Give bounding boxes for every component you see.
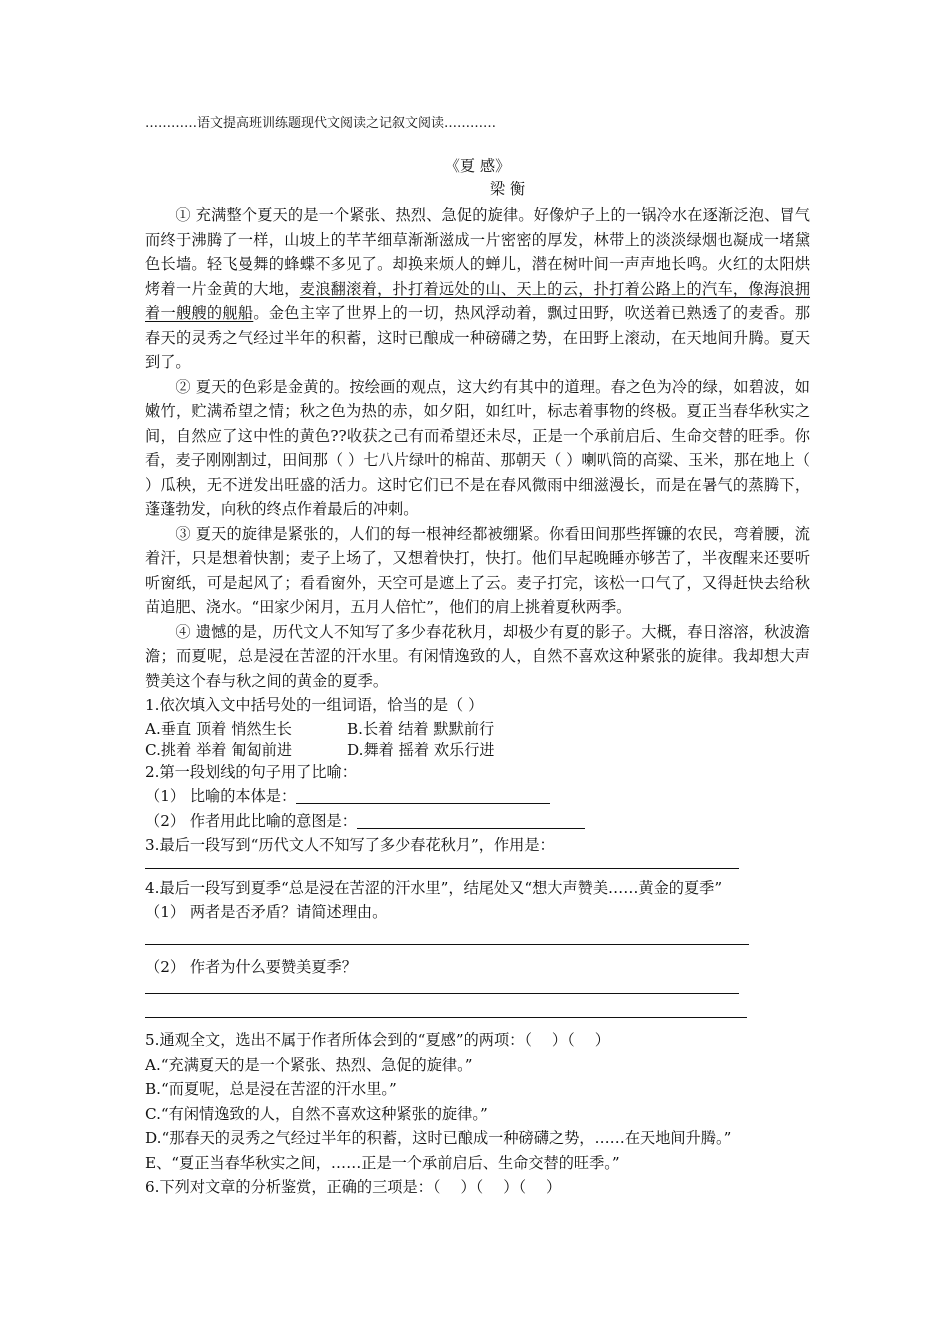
question-1-option-c: C.挑着 举着 匍匐前进 [145,740,293,759]
question-1-option-b: B.长着 结着 默默前行 [347,719,495,738]
question-1-option-d: D.舞着 摇着 欢乐行进 [347,740,495,759]
answer-blank-2-2[interactable] [357,812,585,829]
answer-line-4-1[interactable] [145,943,749,945]
answer-line-4-2b[interactable] [145,1016,747,1018]
question-2-2 [145,809,810,834]
question-1-options-row-2 [145,739,810,760]
question-4-2: （2） 作者为什么要赞美夏季？ [145,957,357,976]
question-5-option-d: D.“那春天的灵秀之气经过半年的积蓄，这时已酿成一种磅礴之势，……在天地间升腾。” [145,1129,732,1147]
question-2: 2.第一段划线的句子用了比喻： [145,762,357,781]
question-5: 5.通观全文，选出不属于作者所体会到的“夏感”的两项：（ ）（ ） [145,1031,610,1049]
question-3: 3.最后一段写到“历代文人不知写了多少春花秋月”，作用是： [145,836,555,854]
paragraph-3: ③ 夏天的旋律是紧张的，人们的每一根神经都被绷紧。你看田间那些挥镰的农民，弯着腰，流着汗，只是想着快割；麦子上场了，又想着快打，快打。他们早起晚睡亦够苦了，半夜醒来还要听听窗纸，可是起风了；看看窗外，天空可是遮上了云。麦子打完，该松一口气了，又得赶快去给秋苗追肥、浇水。“田家少闲月，五月人倍忙”，他们的肩上挑着夏秋两季。 [145,524,810,616]
question-4: 4.最后一段写到夏季“总是浸在苦涩的汗水里”，结尾处又“想大声赞美……黄金的夏季” [145,878,723,897]
answer-line-3[interactable] [145,867,739,869]
paragraph-4: ④ 遗憾的是，历代文人不知写了多少春花秋月，却极少有夏的影子。大概，春日溶溶，秋波澹澹；而夏呢，总是浸在苦涩的汗水里。有闲情逸致的人，自然不喜欢这种紧张的旋律。我却想大声赞美这个春与秋之间的黄金的夏季。 [145,622,810,690]
question-2-1 [145,784,810,809]
article-author: 梁 衡 [489,180,526,198]
question-6: 6.下列对文章的分析鉴赏，正确的三项是：（ ）（ ）（ ） [145,1178,562,1196]
underlined-sentence: 麦浪翻滚着，扑打着远处的山、天上的云，扑打着公路上的汽车，像海浪拥着一艘艘的舰船 [145,279,811,322]
page-header: …………语文提高班训练题现代文阅读之记叙文阅读………… [145,116,497,131]
question-2-2-label: （2） 作者用此比喻的意图是： [145,811,357,830]
question-5-option-c: C.“有闲情逸致的人，自然不喜欢这种紧张的旋律。” [145,1104,488,1123]
question-1: 1.依次填入文中括号处的一组词语，恰当的是（ ） [145,696,484,714]
question-5-option-a: A.“充满夏天的是一个紧张、热烈、急促的旋律。” [145,1055,473,1074]
document-page [145,112,810,1200]
question-2-1-label: （1） 比喻的本体是： [145,787,297,805]
paragraph-1-text-a: ① 充满整个夏天的是一个紧张、热烈、急促的旋律。好像炉子上的一锅冷水在逐渐泛泡、冒气而终于沸腾了一样，山坡上的芊芊细草渐渐滋成一片密密的厚发，林带上的淡淡绿烟也凝成一堵黛色长墙。轻飞曼舞的蜂蝶不多见了。却换来烦人的蝉儿，潜在树叶间一声声地长鸣。火红的太阳烘烤着一片金黄的大地， [145,206,810,298]
question-5-option-e: E、“夏正当春华秋实之间，……正是一个承前启后、生命交替的旺季。” [145,1153,620,1172]
paragraph-1 [145,203,810,375]
question-1-option-a: A.垂直 顶着 悄然生长 [145,719,292,738]
answer-blank-2-1[interactable] [296,787,550,804]
article-title: 《夏 感》 [444,157,511,175]
paragraph-1-text-b: 。金色主宰了世界上的一切，热风浮动着，飘过田野，吹送着已熟透了的麦香。那春天的灵秀之气经过半年的积蓄，这时已酿成一种磅礴之势，在田野上滚动，在天地间升腾。夏天到了。 [145,304,811,371]
answer-line-4-2a[interactable] [145,992,739,994]
paragraph-2: ② 夏天的色彩是金黄的。按绘画的观点，这大约有其中的道理。春之色为冷的绿，如碧波，如嫩竹，贮满希望之情；秋之色为热的赤，如夕阳，如红叶，标志着事物的终极。夏正当春华秋实之间，自然应了这中性的黄色??收获之己有而希望还未尽，正是一个承前启后、生命交替的旺季。你看，麦子刚刚割过，田间那（ ）七八片绿叶的棉苗、那朝天（ ）喇叭筒的高粱、玉米，那在地上（ ）瓜秧，无不迸发出旺盛的活力。这时它们已不是在春风微雨中细滋漫长，而是在暑气的蒸腾下，蓬蓬勃发，向秋的终点作着最后的冲刺。 [145,377,810,518]
question-5-option-b: B.“而夏呢，总是浸在苦涩的汗水里。” [145,1080,397,1098]
question-4-1: （1） 两者是否矛盾？请简述理由。 [145,903,388,921]
question-1-options-row-1 [145,718,810,739]
